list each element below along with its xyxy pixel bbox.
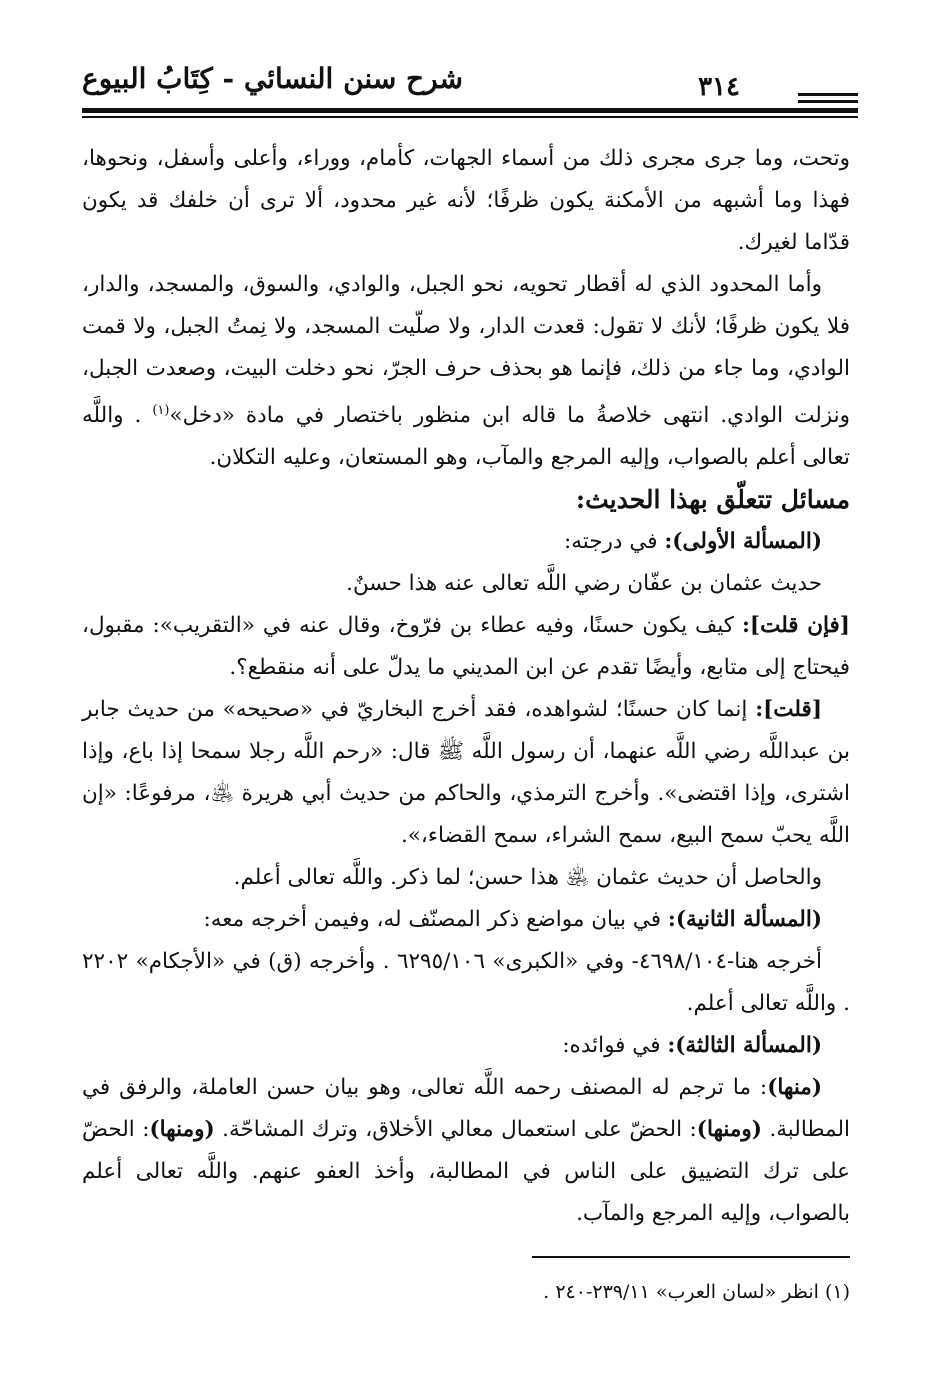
benefit-two-label: (ومنها) (696, 1117, 762, 1143)
issue-three-topic: في فوائده: (562, 1033, 668, 1059)
section-heading: مسائل تتعلّق بهذا الحديث: (575, 485, 850, 515)
issue-one-body: حديث عثمان بن عفّان رضي اللَّه تعالى عنه هذا حسنٌ. (346, 571, 822, 597)
answer-text: إنما كان حسنًا؛ لشواهده، فقد أخرج البخاريّ في «صحيحه» من حديث جابر بن عبداللَّه رضي اللَّه عنهما، أن رسول اللَّه ﷺ قال: «رحم اللَّه رجلا سمحا إذا باع، وإذا اشترى، وإذا اقتضى». وأخرج الترمذي، والحاكم من حديث أبي هريرة ﵁، مرفوعًا: «إن اللَّه يحبّ سمح البيع، سمح الشراء، سمح القضاء،». (82, 697, 850, 849)
running-header (82, 62, 858, 120)
benefit-one-text: : ما ترجم له المصنف رحمه اللَّه تعالى، وهو بيان حسن العاملة، والرفق في المطالبة. (82, 1075, 850, 1143)
conclusion-paragraph: والحاصل أن حديث عثمان ﵁ هذا حسن؛ لما ذكر. واللَّه تعالى أعلم. (233, 865, 822, 891)
benefit-one-label: (منها) (767, 1075, 822, 1101)
main-text (82, 138, 850, 1235)
issue-one-topic: في درجته: (564, 529, 665, 555)
issue-three-label: (المسألة الثالثة): (667, 1033, 822, 1059)
page-number: ٣١٤ (698, 72, 740, 102)
footnote-reference[interactable]: (١) (152, 403, 170, 418)
issue-one-heading (82, 521, 850, 563)
paragraph-bounded-places (82, 264, 850, 479)
running-title: شرح سنن النسائي - كِتَابُ البيوع (82, 62, 464, 95)
header-rule-short-upper (798, 93, 858, 96)
answer-paragraph (82, 689, 850, 857)
issue-two-topic: في بيان مواضع ذكر المصنّف له، وفيمن أخرجه معه: (203, 907, 668, 933)
header-rule-thin (82, 116, 858, 118)
benefit-three-text: : الحضّ على ترك التضييق على الناس في المطالبة، وأخذ العفو عنهم. واللَّه تعالى أعلم بالصواب، وإليه المرجع والمآب. (82, 1117, 850, 1227)
footnote: (١) انظر «لسان العرب» ٢٣٩/١١-٢٤٠ . (543, 1281, 850, 1303)
objection-label: [فإن قلت]: (741, 613, 850, 639)
answer-label: [قلت]: (755, 697, 822, 723)
issue-three-heading (82, 1025, 850, 1067)
header-rule-short-lower (798, 100, 858, 103)
header-rule-thick (82, 108, 858, 113)
paragraph-directions: وتحت، وما جرى مجرى ذلك من أسماء الجهات، كأمام، ووراء، وأعلى وأسفل، ونحوها، فهذا وما أشبهه من الأمكنة يكون ظرفًا؛ لأنه غير محدود، ألا ترى أن خلفك قد يكون قدّاما لغيرك. (82, 146, 850, 255)
objection-paragraph (82, 605, 850, 689)
benefits-paragraph (82, 1067, 850, 1235)
benefit-two-text: : الحضّ على استعمال معالي الأخلاق، وترك المشاحّة. (214, 1117, 697, 1143)
issue-two-label: (المسألة الثانية): (667, 907, 822, 933)
paragraph-text-end: . واللَّه تعالى أعلم بالصواب، وإليه المرجع والمآب، وهو المستعان، وعليه التكلان. (82, 403, 850, 471)
issue-one-label: (المسألة الأولى): (664, 529, 822, 555)
issue-two-body: أخرجه هنا-٤٦٩٨/١٠٤- وفي «الكبرى» ٦٢٩٥/١٠٦ . وأخرجه (ق) في «الأجكام» ٢٢٠٢ . واللَّه تعالى أعلم. (82, 949, 850, 1017)
issue-two-heading (82, 899, 850, 941)
benefit-three-label: (ومنها) (149, 1117, 215, 1143)
footnote-separator (532, 1256, 850, 1258)
objection-text: كيف يكون حسنًا، وفيه عطاء بن فرّوخ، وقال عنه في «التقريب»: مقبول، فيحتاج إلى متابع، وأيضًا تقدم عن ابن المديني ما يدلّ على أنه منقطع؟. (82, 613, 850, 681)
paragraph-text: وأما المحدود الذي له أقطار تحويه، نحو الجبل، والوادي، والسوق، والمسجد، والدار، فلا يكون ظرفًا؛ لأنك لا تقول: قعدت الدار، ولا صلّيت المسجد، ولا نِمتُ الجبل، ولا قمت الوادي، وما جاء من ذلك، فإنما هو بحذف حرف الجرّ، نحو دخلت البيت، وصعدت الجبل، ونزلت الوادي. انتهى خلاصةُ ما قاله ابن منظور باختصار في مادة «دخل» (82, 272, 850, 429)
